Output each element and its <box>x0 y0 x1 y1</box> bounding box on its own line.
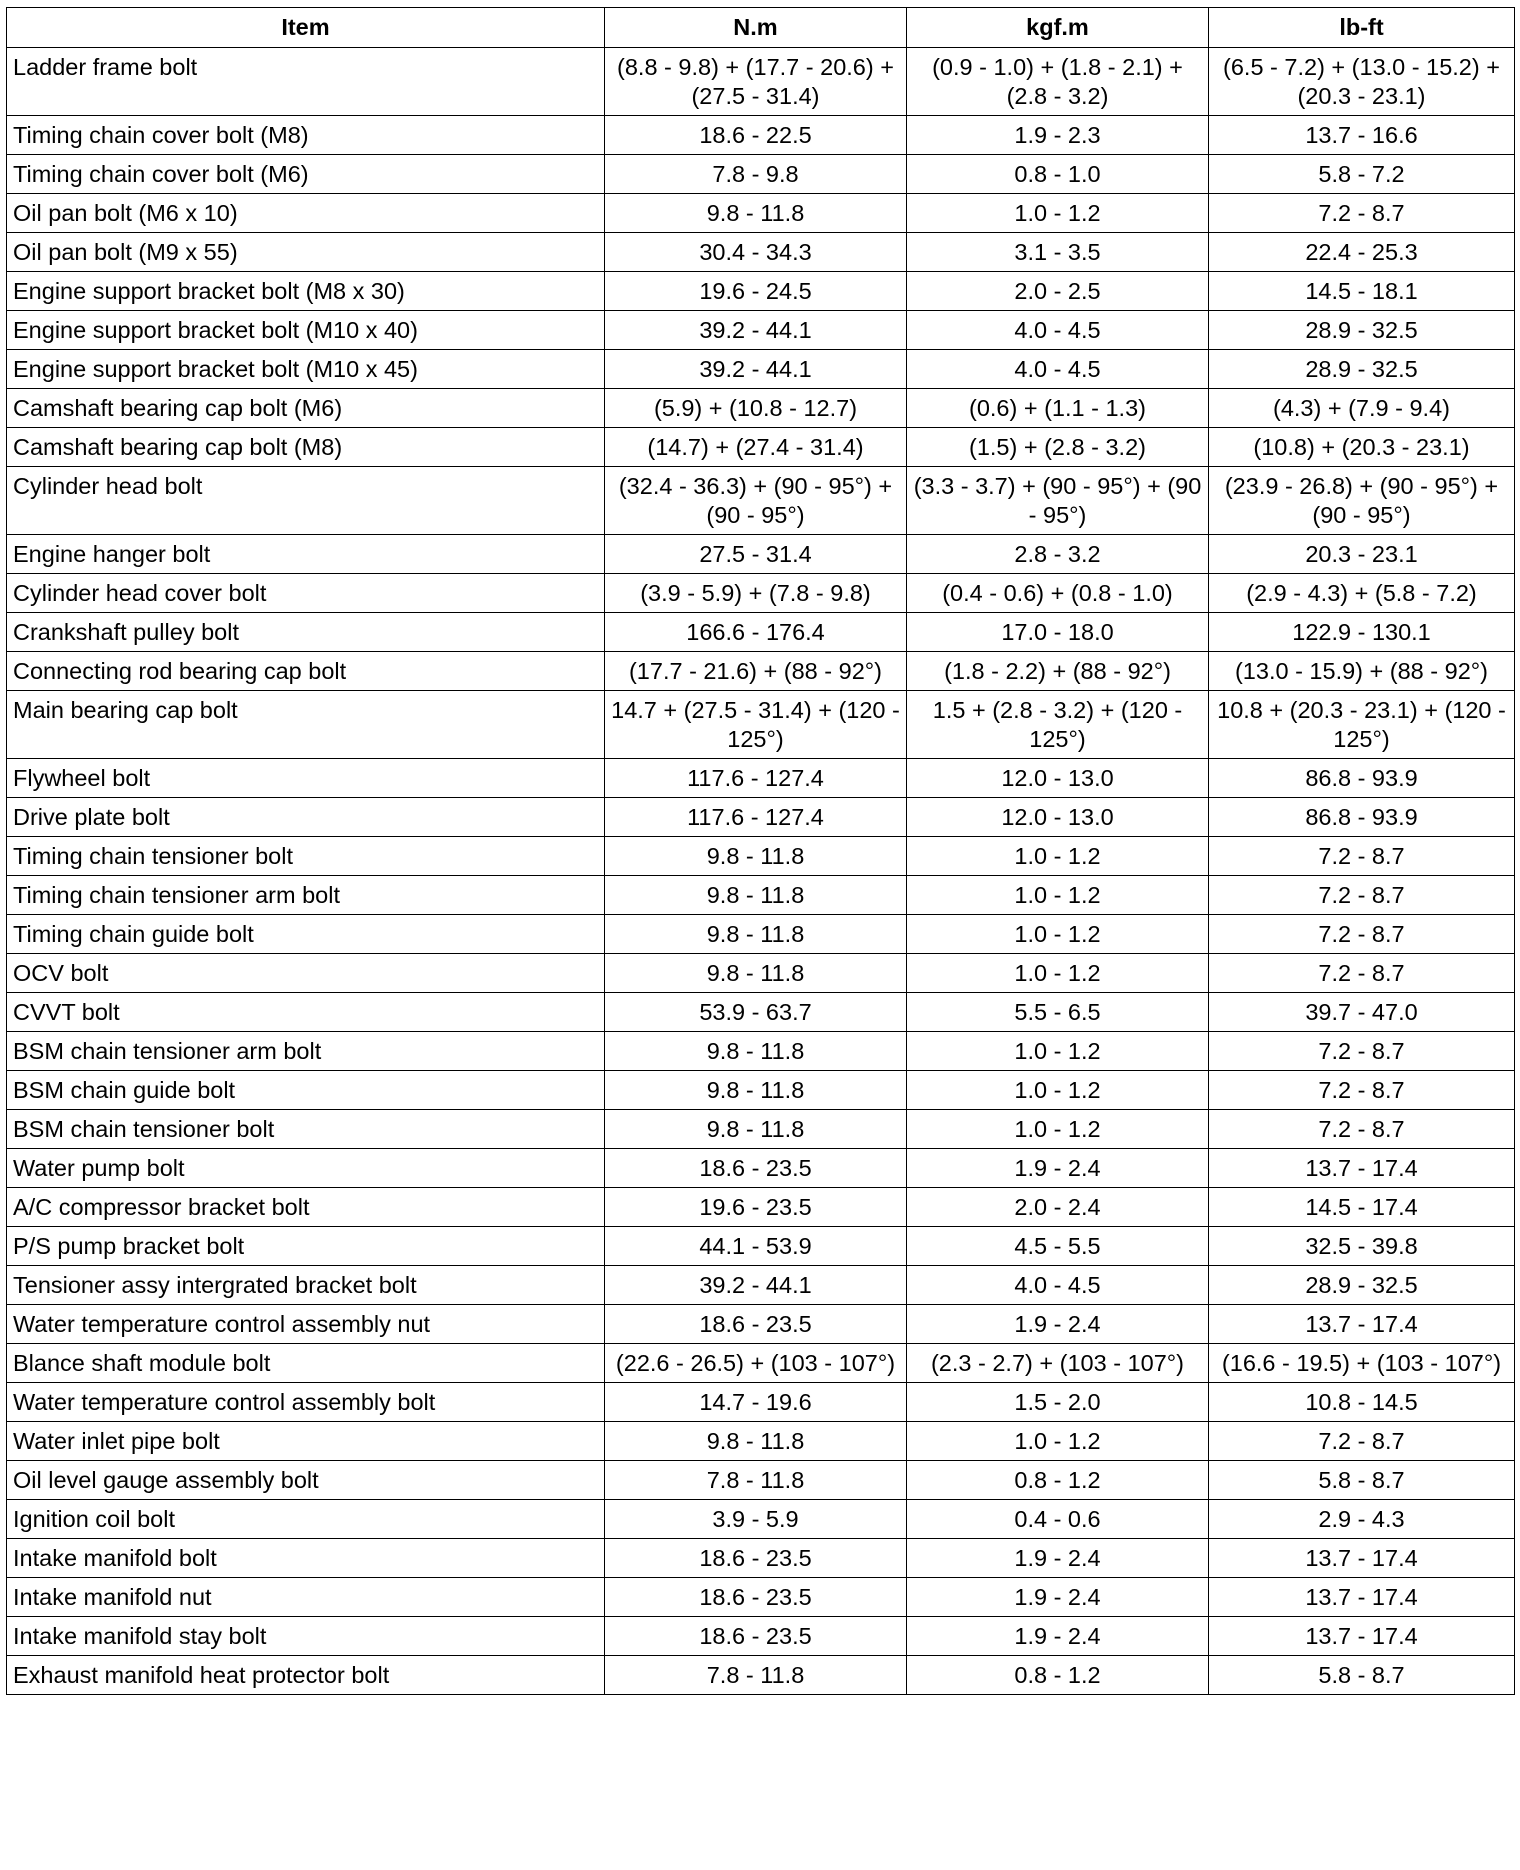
kgfm-cell: 1.5 - 2.0 <box>907 1383 1209 1422</box>
item-cell: Intake manifold bolt <box>7 1539 605 1578</box>
item-cell: BSM chain guide bolt <box>7 1071 605 1110</box>
nm-cell: 39.2 - 44.1 <box>605 311 907 350</box>
table-row <box>7 194 1515 233</box>
nm-cell: 166.6 - 176.4 <box>605 613 907 652</box>
table-row <box>7 155 1515 194</box>
nm-cell: 39.2 - 44.1 <box>605 1266 907 1305</box>
nm-cell: 19.6 - 23.5 <box>605 1188 907 1227</box>
table-body <box>7 48 1515 1695</box>
lbft-cell: 13.7 - 17.4 <box>1209 1539 1515 1578</box>
nm-cell: (17.7 - 21.6) + (88 - 92°) <box>605 652 907 691</box>
nm-cell: 9.8 - 11.8 <box>605 1032 907 1071</box>
kgfm-cell: 4.5 - 5.5 <box>907 1227 1209 1266</box>
item-cell: BSM chain tensioner bolt <box>7 1110 605 1149</box>
kgfm-cell: 1.9 - 2.4 <box>907 1539 1209 1578</box>
header-kgfm: kgf.m <box>907 8 1209 48</box>
kgfm-cell: 1.9 - 2.4 <box>907 1305 1209 1344</box>
lbft-cell: 10.8 + (20.3 - 23.1) + (120 - 125°) <box>1209 691 1515 759</box>
lbft-cell: (2.9 - 4.3) + (5.8 - 7.2) <box>1209 574 1515 613</box>
kgfm-cell: 4.0 - 4.5 <box>907 311 1209 350</box>
nm-cell: 117.6 - 127.4 <box>605 798 907 837</box>
lbft-cell: 5.8 - 8.7 <box>1209 1461 1515 1500</box>
item-cell: Engine support bracket bolt (M10 x 40) <box>7 311 605 350</box>
table-row <box>7 116 1515 155</box>
item-cell: Drive plate bolt <box>7 798 605 837</box>
header-item: Item <box>7 8 605 48</box>
item-cell: Flywheel bolt <box>7 759 605 798</box>
table-row <box>7 652 1515 691</box>
nm-cell: 39.2 - 44.1 <box>605 350 907 389</box>
lbft-cell: 14.5 - 18.1 <box>1209 272 1515 311</box>
nm-cell: (22.6 - 26.5) + (103 - 107°) <box>605 1344 907 1383</box>
item-cell: Blance shaft module bolt <box>7 1344 605 1383</box>
table-row <box>7 467 1515 535</box>
nm-cell: 7.8 - 11.8 <box>605 1656 907 1695</box>
nm-cell: 18.6 - 23.5 <box>605 1149 907 1188</box>
lbft-cell: (13.0 - 15.9) + (88 - 92°) <box>1209 652 1515 691</box>
item-cell: Ignition coil bolt <box>7 1500 605 1539</box>
lbft-cell: 13.7 - 17.4 <box>1209 1305 1515 1344</box>
kgfm-cell: 2.0 - 2.4 <box>907 1188 1209 1227</box>
lbft-cell: 5.8 - 8.7 <box>1209 1656 1515 1695</box>
item-cell: Timing chain cover bolt (M8) <box>7 116 605 155</box>
nm-cell: 7.8 - 11.8 <box>605 1461 907 1500</box>
kgfm-cell: (1.8 - 2.2) + (88 - 92°) <box>907 652 1209 691</box>
lbft-cell: 13.7 - 16.6 <box>1209 116 1515 155</box>
kgfm-cell: 0.8 - 1.2 <box>907 1656 1209 1695</box>
nm-cell: 117.6 - 127.4 <box>605 759 907 798</box>
item-cell: Tensioner assy intergrated bracket bolt <box>7 1266 605 1305</box>
nm-cell: 14.7 - 19.6 <box>605 1383 907 1422</box>
table-row <box>7 574 1515 613</box>
lbft-cell: 39.7 - 47.0 <box>1209 993 1515 1032</box>
nm-cell: 18.6 - 23.5 <box>605 1617 907 1656</box>
kgfm-cell: 1.9 - 2.4 <box>907 1578 1209 1617</box>
lbft-cell: 28.9 - 32.5 <box>1209 311 1515 350</box>
kgfm-cell: 12.0 - 13.0 <box>907 759 1209 798</box>
kgfm-cell: (3.3 - 3.7) + (90 - 95°) + (90 - 95°) <box>907 467 1209 535</box>
table-row <box>7 954 1515 993</box>
table-row <box>7 1539 1515 1578</box>
lbft-cell: 122.9 - 130.1 <box>1209 613 1515 652</box>
kgfm-cell: 1.9 - 2.3 <box>907 116 1209 155</box>
lbft-cell: (23.9 - 26.8) + (90 - 95°) + (90 - 95°) <box>1209 467 1515 535</box>
item-cell: Oil pan bolt (M6 x 10) <box>7 194 605 233</box>
table-row <box>7 1110 1515 1149</box>
lbft-cell: (6.5 - 7.2) + (13.0 - 15.2) + (20.3 - 23.1) <box>1209 48 1515 116</box>
lbft-cell: 7.2 - 8.7 <box>1209 954 1515 993</box>
lbft-cell: (4.3) + (7.9 - 9.4) <box>1209 389 1515 428</box>
lbft-cell: 28.9 - 32.5 <box>1209 1266 1515 1305</box>
lbft-cell: (16.6 - 19.5) + (103 - 107°) <box>1209 1344 1515 1383</box>
lbft-cell: 13.7 - 17.4 <box>1209 1149 1515 1188</box>
nm-cell: 27.5 - 31.4 <box>605 535 907 574</box>
table-row <box>7 1071 1515 1110</box>
lbft-cell: 13.7 - 17.4 <box>1209 1617 1515 1656</box>
kgfm-cell: 1.0 - 1.2 <box>907 1071 1209 1110</box>
table-row <box>7 233 1515 272</box>
lbft-cell: 7.2 - 8.7 <box>1209 876 1515 915</box>
table-row <box>7 1149 1515 1188</box>
kgfm-cell: (0.6) + (1.1 - 1.3) <box>907 389 1209 428</box>
table-row <box>7 613 1515 652</box>
table-row <box>7 1500 1515 1539</box>
table-row <box>7 691 1515 759</box>
table-row <box>7 1266 1515 1305</box>
item-cell: Oil level gauge assembly bolt <box>7 1461 605 1500</box>
item-cell: Cylinder head bolt <box>7 467 605 535</box>
nm-cell: 18.6 - 23.5 <box>605 1539 907 1578</box>
lbft-cell: 20.3 - 23.1 <box>1209 535 1515 574</box>
nm-cell: 18.6 - 23.5 <box>605 1305 907 1344</box>
nm-cell: 9.8 - 11.8 <box>605 1071 907 1110</box>
item-cell: Oil pan bolt (M9 x 55) <box>7 233 605 272</box>
lbft-cell: 7.2 - 8.7 <box>1209 1110 1515 1149</box>
item-cell: Timing chain guide bolt <box>7 915 605 954</box>
lbft-cell: 13.7 - 17.4 <box>1209 1578 1515 1617</box>
table-row <box>7 1422 1515 1461</box>
table-row <box>7 798 1515 837</box>
kgfm-cell: 0.4 - 0.6 <box>907 1500 1209 1539</box>
table-header <box>7 8 1515 48</box>
nm-cell: 44.1 - 53.9 <box>605 1227 907 1266</box>
item-cell: Camshaft bearing cap bolt (M8) <box>7 428 605 467</box>
lbft-cell: 14.5 - 17.4 <box>1209 1188 1515 1227</box>
kgfm-cell: 1.0 - 1.2 <box>907 876 1209 915</box>
kgfm-cell: 1.5 + (2.8 - 3.2) + (120 - 125°) <box>907 691 1209 759</box>
nm-cell: (5.9) + (10.8 - 12.7) <box>605 389 907 428</box>
nm-cell: 18.6 - 23.5 <box>605 1578 907 1617</box>
item-cell: Exhaust manifold heat protector bolt <box>7 1656 605 1695</box>
table-row <box>7 272 1515 311</box>
lbft-cell: 86.8 - 93.9 <box>1209 798 1515 837</box>
lbft-cell: 7.2 - 8.7 <box>1209 915 1515 954</box>
item-cell: BSM chain tensioner arm bolt <box>7 1032 605 1071</box>
item-cell: Timing chain cover bolt (M6) <box>7 155 605 194</box>
kgfm-cell: 2.8 - 3.2 <box>907 535 1209 574</box>
lbft-cell: 5.8 - 7.2 <box>1209 155 1515 194</box>
kgfm-cell: 4.0 - 4.5 <box>907 350 1209 389</box>
table-row <box>7 1227 1515 1266</box>
table-row <box>7 535 1515 574</box>
kgfm-cell: 1.0 - 1.2 <box>907 915 1209 954</box>
item-cell: A/C compressor bracket bolt <box>7 1188 605 1227</box>
kgfm-cell: 0.8 - 1.2 <box>907 1461 1209 1500</box>
lbft-cell: (10.8) + (20.3 - 23.1) <box>1209 428 1515 467</box>
item-cell: Connecting rod bearing cap bolt <box>7 652 605 691</box>
table-row <box>7 993 1515 1032</box>
kgfm-cell: 0.8 - 1.0 <box>907 155 1209 194</box>
item-cell: Cylinder head cover bolt <box>7 574 605 613</box>
item-cell: Timing chain tensioner bolt <box>7 837 605 876</box>
nm-cell: 7.8 - 9.8 <box>605 155 907 194</box>
kgfm-cell: 1.0 - 1.2 <box>907 1422 1209 1461</box>
header-lbft: lb-ft <box>1209 8 1515 48</box>
kgfm-cell: 1.0 - 1.2 <box>907 837 1209 876</box>
nm-cell: 9.8 - 11.8 <box>605 194 907 233</box>
header-nm: N.m <box>605 8 907 48</box>
nm-cell: 3.9 - 5.9 <box>605 1500 907 1539</box>
table-row <box>7 389 1515 428</box>
kgfm-cell: 17.0 - 18.0 <box>907 613 1209 652</box>
item-cell: Engine support bracket bolt (M10 x 45) <box>7 350 605 389</box>
table-row <box>7 915 1515 954</box>
item-cell: Water temperature control assembly bolt <box>7 1383 605 1422</box>
item-cell: Water temperature control assembly nut <box>7 1305 605 1344</box>
table-row <box>7 759 1515 798</box>
nm-cell: 9.8 - 11.8 <box>605 1110 907 1149</box>
table-row <box>7 1344 1515 1383</box>
table-row <box>7 311 1515 350</box>
lbft-cell: 22.4 - 25.3 <box>1209 233 1515 272</box>
table-row <box>7 1305 1515 1344</box>
item-cell: Engine support bracket bolt (M8 x 30) <box>7 272 605 311</box>
table-row <box>7 837 1515 876</box>
nm-cell: 18.6 - 22.5 <box>605 116 907 155</box>
item-cell: Timing chain tensioner arm bolt <box>7 876 605 915</box>
nm-cell: 9.8 - 11.8 <box>605 954 907 993</box>
item-cell: CVVT bolt <box>7 993 605 1032</box>
item-cell: Ladder frame bolt <box>7 48 605 116</box>
nm-cell: 9.8 - 11.8 <box>605 1422 907 1461</box>
kgfm-cell: (0.4 - 0.6) + (0.8 - 1.0) <box>907 574 1209 613</box>
kgfm-cell: (2.3 - 2.7) + (103 - 107°) <box>907 1344 1209 1383</box>
kgfm-cell: 4.0 - 4.5 <box>907 1266 1209 1305</box>
nm-cell: 19.6 - 24.5 <box>605 272 907 311</box>
nm-cell: (14.7) + (27.4 - 31.4) <box>605 428 907 467</box>
nm-cell: 9.8 - 11.8 <box>605 876 907 915</box>
kgfm-cell: 5.5 - 6.5 <box>907 993 1209 1032</box>
item-cell: Water inlet pipe bolt <box>7 1422 605 1461</box>
lbft-cell: 10.8 - 14.5 <box>1209 1383 1515 1422</box>
lbft-cell: 7.2 - 8.7 <box>1209 1422 1515 1461</box>
item-cell: Water pump bolt <box>7 1149 605 1188</box>
lbft-cell: 28.9 - 32.5 <box>1209 350 1515 389</box>
kgfm-cell: 12.0 - 13.0 <box>907 798 1209 837</box>
torque-spec-table <box>6 7 1515 1695</box>
item-cell: Crankshaft pulley bolt <box>7 613 605 652</box>
kgfm-cell: 1.0 - 1.2 <box>907 194 1209 233</box>
nm-cell: 53.9 - 63.7 <box>605 993 907 1032</box>
nm-cell: 9.8 - 11.8 <box>605 915 907 954</box>
item-cell: Intake manifold stay bolt <box>7 1617 605 1656</box>
lbft-cell: 7.2 - 8.7 <box>1209 194 1515 233</box>
item-cell: OCV bolt <box>7 954 605 993</box>
kgfm-cell: 1.0 - 1.2 <box>907 1110 1209 1149</box>
table-row <box>7 1032 1515 1071</box>
lbft-cell: 7.2 - 8.7 <box>1209 1071 1515 1110</box>
item-cell: Engine hanger bolt <box>7 535 605 574</box>
kgfm-cell: (0.9 - 1.0) + (1.8 - 2.1) + (2.8 - 3.2) <box>907 48 1209 116</box>
table-row <box>7 350 1515 389</box>
nm-cell: (8.8 - 9.8) + (17.7 - 20.6) + (27.5 - 31.4) <box>605 48 907 116</box>
nm-cell: 9.8 - 11.8 <box>605 837 907 876</box>
item-cell: Intake manifold nut <box>7 1578 605 1617</box>
table-row <box>7 1383 1515 1422</box>
lbft-cell: 2.9 - 4.3 <box>1209 1500 1515 1539</box>
table-row <box>7 876 1515 915</box>
header-row <box>7 8 1515 48</box>
table-row <box>7 1188 1515 1227</box>
lbft-cell: 86.8 - 93.9 <box>1209 759 1515 798</box>
kgfm-cell: 1.0 - 1.2 <box>907 954 1209 993</box>
nm-cell: 14.7 + (27.5 - 31.4) + (120 - 125°) <box>605 691 907 759</box>
lbft-cell: 32.5 - 39.8 <box>1209 1227 1515 1266</box>
kgfm-cell: 2.0 - 2.5 <box>907 272 1209 311</box>
item-cell: Camshaft bearing cap bolt (M6) <box>7 389 605 428</box>
nm-cell: 30.4 - 34.3 <box>605 233 907 272</box>
nm-cell: (32.4 - 36.3) + (90 - 95°) + (90 - 95°) <box>605 467 907 535</box>
table-row <box>7 1578 1515 1617</box>
kgfm-cell: 1.9 - 2.4 <box>907 1149 1209 1188</box>
lbft-cell: 7.2 - 8.7 <box>1209 1032 1515 1071</box>
table-row <box>7 48 1515 116</box>
kgfm-cell: (1.5) + (2.8 - 3.2) <box>907 428 1209 467</box>
table-row <box>7 1656 1515 1695</box>
table-row <box>7 1617 1515 1656</box>
table-row <box>7 428 1515 467</box>
nm-cell: (3.9 - 5.9) + (7.8 - 9.8) <box>605 574 907 613</box>
lbft-cell: 7.2 - 8.7 <box>1209 837 1515 876</box>
kgfm-cell: 3.1 - 3.5 <box>907 233 1209 272</box>
kgfm-cell: 1.0 - 1.2 <box>907 1032 1209 1071</box>
table-row <box>7 1461 1515 1500</box>
item-cell: Main bearing cap bolt <box>7 691 605 759</box>
kgfm-cell: 1.9 - 2.4 <box>907 1617 1209 1656</box>
item-cell: P/S pump bracket bolt <box>7 1227 605 1266</box>
